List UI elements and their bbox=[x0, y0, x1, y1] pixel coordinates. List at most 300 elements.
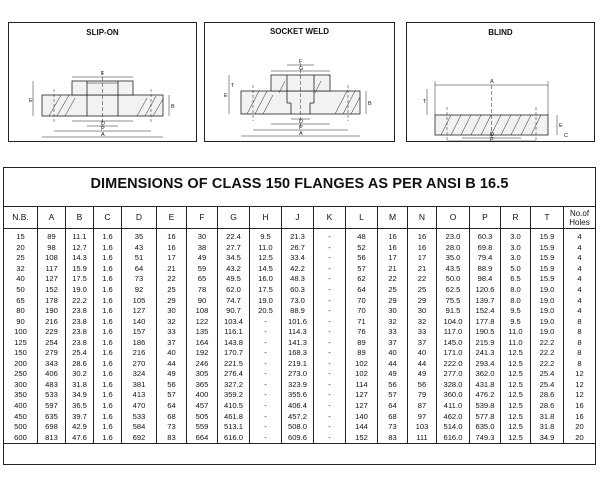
table-cell: 19.0 bbox=[531, 316, 564, 327]
table-cell: 4 bbox=[564, 229, 596, 243]
table-cell: 16 bbox=[378, 229, 408, 243]
table-cell: 16 bbox=[564, 401, 596, 412]
table-cell: 4 bbox=[564, 295, 596, 306]
table-cell: 12.5 bbox=[501, 348, 531, 359]
table-cell: - bbox=[314, 274, 346, 285]
table-cell: - bbox=[250, 390, 282, 401]
table-cell: 190.5 bbox=[470, 327, 501, 338]
table-cell: 19.0 bbox=[531, 295, 564, 306]
table-cell: 1.6 bbox=[94, 253, 122, 264]
table-cell: 1.6 bbox=[94, 380, 122, 391]
column-header: H bbox=[250, 207, 282, 229]
table-row bbox=[4, 390, 596, 401]
table-cell: 90 bbox=[187, 295, 218, 306]
column-header: D bbox=[122, 207, 157, 229]
table-cell: 8 bbox=[564, 359, 596, 370]
table-cell: 17 bbox=[157, 253, 187, 264]
blind-letter-e: E bbox=[559, 123, 563, 129]
table-cell: 8 bbox=[564, 327, 596, 338]
table-cell: 410.5 bbox=[218, 401, 250, 412]
table-cell: 22.2 bbox=[531, 359, 564, 370]
table-cell: 168.3 bbox=[282, 348, 314, 359]
table-cell: - bbox=[314, 411, 346, 422]
table-cell: 52 bbox=[346, 243, 378, 254]
table-cell: 15.9 bbox=[531, 229, 564, 243]
table-cell: 114 bbox=[346, 380, 378, 391]
table-cell: 17 bbox=[378, 253, 408, 264]
socket-weld-letter-d: D bbox=[299, 119, 303, 125]
table-cell: 33 bbox=[157, 327, 187, 338]
table-cell: 44 bbox=[378, 359, 408, 370]
table-cell: 32 bbox=[378, 316, 408, 327]
table-cell: 12.5 bbox=[250, 253, 282, 264]
table-cell: 91.5 bbox=[437, 306, 470, 317]
table-cell: - bbox=[314, 348, 346, 359]
table-cell: 39.7 bbox=[66, 411, 94, 422]
table-cell: 4 bbox=[564, 274, 596, 285]
table-cell: 25 bbox=[378, 285, 408, 296]
table-cell: 3.0 bbox=[501, 229, 531, 243]
table-cell: 20.5 bbox=[250, 306, 282, 317]
table-cell: 101.6 bbox=[282, 316, 314, 327]
table-cell: 1.6 bbox=[94, 274, 122, 285]
table-row bbox=[4, 285, 596, 296]
table-cell: 190 bbox=[38, 306, 66, 317]
table-cell: 15.9 bbox=[531, 264, 564, 275]
table-cell: 70 bbox=[346, 295, 378, 306]
table-cell: 30 bbox=[408, 306, 437, 317]
column-header: J bbox=[282, 207, 314, 229]
table-cell: 229 bbox=[38, 327, 66, 338]
table-cell: 19.0 bbox=[531, 285, 564, 296]
table-cell: 12.5 bbox=[501, 411, 531, 422]
table-row bbox=[4, 369, 596, 380]
table-cell: - bbox=[314, 369, 346, 380]
table-cell: 533 bbox=[38, 390, 66, 401]
table-cell: 12.5 bbox=[501, 422, 531, 433]
table-cell: 127 bbox=[346, 401, 378, 412]
table-cell: 16 bbox=[408, 229, 437, 243]
blind-letter-d: D bbox=[490, 132, 494, 138]
table-cell: 143.8 bbox=[218, 337, 250, 348]
table-cell: - bbox=[314, 243, 346, 254]
column-header: N.B. bbox=[4, 207, 38, 229]
table-cell: 365 bbox=[187, 380, 218, 391]
table-row bbox=[4, 264, 596, 275]
table-cell: 327.2 bbox=[218, 380, 250, 391]
table-cell: 246 bbox=[187, 359, 218, 370]
table-cell: 32 bbox=[157, 316, 187, 327]
table-cell: 34.5 bbox=[218, 253, 250, 264]
table-cell: 15 bbox=[4, 229, 38, 243]
table-cell: 1.6 bbox=[94, 401, 122, 412]
table-cell: 12.5 bbox=[501, 432, 531, 443]
table-cell: 4 bbox=[564, 285, 596, 296]
table-cell: 23.8 bbox=[66, 316, 94, 327]
blind-letter-a: A bbox=[490, 79, 494, 85]
table-cell: 1.6 bbox=[94, 359, 122, 370]
table-cell: - bbox=[250, 380, 282, 391]
table-cell: 11.0 bbox=[250, 243, 282, 254]
table-cell: 11.0 bbox=[501, 337, 531, 348]
table-cell: 20 bbox=[564, 432, 596, 443]
slip-on-letter-a: A bbox=[101, 132, 105, 138]
table-cell: 359.2 bbox=[218, 390, 250, 401]
blind-title: BLIND bbox=[488, 28, 513, 37]
slip-on-letter-b: B bbox=[171, 104, 175, 110]
table-cell: 1.6 bbox=[94, 316, 122, 327]
table-cell: 4 bbox=[564, 253, 596, 264]
column-header: F bbox=[187, 207, 218, 229]
socket-weld-drawing bbox=[205, 23, 396, 143]
slip-on-letter-p: P bbox=[101, 126, 105, 132]
table-cell: 139.7 bbox=[470, 295, 501, 306]
table-cell: - bbox=[314, 401, 346, 412]
table-row bbox=[4, 380, 596, 391]
table-cell: 300 bbox=[4, 380, 38, 391]
socket-weld-letter-b: B bbox=[368, 101, 372, 107]
table-cell: 144 bbox=[346, 422, 378, 433]
table-cell: 76 bbox=[346, 327, 378, 338]
table-cell: 88.9 bbox=[470, 264, 501, 275]
table-row bbox=[4, 316, 596, 327]
table-cell: 406.4 bbox=[282, 401, 314, 412]
table-cell: 102 bbox=[346, 369, 378, 380]
table-cell: 30 bbox=[378, 306, 408, 317]
table-cell: 12.5 bbox=[501, 390, 531, 401]
table-cell: 279 bbox=[38, 348, 66, 359]
table-cell: 62.0 bbox=[218, 285, 250, 296]
table-cell: - bbox=[314, 422, 346, 433]
table-cell: 514.0 bbox=[437, 422, 470, 433]
table-cell: 539.8 bbox=[470, 401, 501, 412]
table-cell: 16 bbox=[157, 243, 187, 254]
table-cell: 33.4 bbox=[282, 253, 314, 264]
blind-drawing bbox=[407, 23, 596, 143]
table-cell: 42.2 bbox=[282, 264, 314, 275]
table-cell: 20 bbox=[4, 243, 38, 254]
table-cell: 19.0 bbox=[531, 327, 564, 338]
table-row bbox=[4, 327, 596, 338]
table-cell: 450 bbox=[4, 411, 38, 422]
slip-on-title: SLIP-ON bbox=[86, 28, 119, 37]
table-cell: - bbox=[314, 253, 346, 264]
table-cell: 135 bbox=[187, 327, 218, 338]
table-cell: 1.6 bbox=[94, 264, 122, 275]
table-cell: 355.6 bbox=[282, 390, 314, 401]
table-cell: 51 bbox=[122, 253, 157, 264]
table-cell: 457.2 bbox=[282, 411, 314, 422]
table-cell: 152.4 bbox=[470, 306, 501, 317]
table-cell: 413 bbox=[122, 390, 157, 401]
table-cell: 49 bbox=[378, 369, 408, 380]
table-cell: 35 bbox=[122, 229, 157, 243]
table-cell: 116.1 bbox=[218, 327, 250, 338]
column-header: G bbox=[218, 207, 250, 229]
table-body bbox=[4, 229, 596, 444]
table-cell: 216 bbox=[122, 348, 157, 359]
table-cell: 68 bbox=[157, 411, 187, 422]
table-cell: 31.8 bbox=[531, 422, 564, 433]
table-cell: 42.9 bbox=[66, 422, 94, 433]
column-header: No.of Holes bbox=[564, 207, 596, 229]
table-cell: 461.8 bbox=[218, 411, 250, 422]
table-cell: 38 bbox=[187, 243, 218, 254]
table-cell: 222.0 bbox=[437, 359, 470, 370]
table-cell: 609.6 bbox=[282, 432, 314, 443]
table-cell: 8 bbox=[564, 337, 596, 348]
table-cell: 62 bbox=[346, 274, 378, 285]
table-cell: 22 bbox=[157, 274, 187, 285]
table-cell: 476.2 bbox=[470, 390, 501, 401]
table-cell: 83 bbox=[157, 432, 187, 443]
table-cell: 12.5 bbox=[501, 369, 531, 380]
table-cell: 164 bbox=[187, 337, 218, 348]
table-cell: 400 bbox=[4, 401, 38, 412]
table-cell: 73 bbox=[378, 422, 408, 433]
column-header: C bbox=[94, 207, 122, 229]
table-cell: 140 bbox=[346, 411, 378, 422]
table-cell: 698 bbox=[38, 422, 66, 433]
table-cell: 6.5 bbox=[501, 274, 531, 285]
table-cell: 305 bbox=[187, 369, 218, 380]
table-cell: 65 bbox=[4, 295, 38, 306]
table-cell: 500 bbox=[4, 422, 38, 433]
socket-weld-letter-a: A bbox=[299, 131, 303, 137]
table-cell: 92 bbox=[122, 285, 157, 296]
table-row bbox=[4, 229, 596, 243]
table-cell: 200 bbox=[4, 359, 38, 370]
table-cell: 104.0 bbox=[437, 316, 470, 327]
table-cell: 9.5 bbox=[501, 316, 531, 327]
column-header: M bbox=[378, 207, 408, 229]
table-cell: - bbox=[250, 411, 282, 422]
column-header: B bbox=[66, 207, 94, 229]
table-cell: - bbox=[250, 369, 282, 380]
table-cell: - bbox=[314, 229, 346, 243]
column-header: N bbox=[408, 207, 437, 229]
table-cell: 1.6 bbox=[94, 422, 122, 433]
table-cell: 47.6 bbox=[66, 432, 94, 443]
table-cell: 1.6 bbox=[94, 243, 122, 254]
table-cell: 57 bbox=[157, 390, 187, 401]
table-cell: 152 bbox=[346, 432, 378, 443]
table-cell: 1.6 bbox=[94, 295, 122, 306]
slip-on-letter-f: F bbox=[101, 71, 105, 77]
table-cell: 216 bbox=[38, 316, 66, 327]
table-cell: 108 bbox=[187, 306, 218, 317]
table-cell: 171.0 bbox=[437, 348, 470, 359]
column-header: P bbox=[470, 207, 501, 229]
table-cell: 120.6 bbox=[470, 285, 501, 296]
table-cell: 56 bbox=[408, 380, 437, 391]
table-cell: 343 bbox=[38, 359, 66, 370]
table-cell: 12 bbox=[564, 369, 596, 380]
table-cell: 34.9 bbox=[531, 432, 564, 443]
table-cell: 90.7 bbox=[218, 306, 250, 317]
table-cell: 69.8 bbox=[470, 243, 501, 254]
table-cell: 323.9 bbox=[282, 380, 314, 391]
table-cell: 273.0 bbox=[282, 369, 314, 380]
table-cell: 178 bbox=[38, 295, 66, 306]
table-cell: - bbox=[314, 390, 346, 401]
table-row bbox=[4, 432, 596, 443]
blind-letter-c: C bbox=[564, 133, 568, 139]
table-cell: 108 bbox=[38, 253, 66, 264]
table-cell: 1.6 bbox=[94, 369, 122, 380]
table-cell: 11.1 bbox=[66, 229, 94, 243]
table-cell: 20 bbox=[564, 422, 596, 433]
table-cell: 25 bbox=[408, 285, 437, 296]
table-cell: 64 bbox=[378, 401, 408, 412]
table-cell: 44 bbox=[157, 359, 187, 370]
table-cell: 125 bbox=[4, 337, 38, 348]
table-cell: 1.6 bbox=[94, 411, 122, 422]
table-cell: - bbox=[314, 380, 346, 391]
table-cell: 241.3 bbox=[470, 348, 501, 359]
blind-letter-p: P bbox=[490, 137, 494, 143]
table-cell: 114.3 bbox=[282, 327, 314, 338]
table-cell: 64 bbox=[346, 285, 378, 296]
table-cell: 23.8 bbox=[66, 306, 94, 317]
table-cell: 22.2 bbox=[531, 337, 564, 348]
table-cell: 43.2 bbox=[218, 264, 250, 275]
table-row bbox=[4, 274, 596, 285]
table-cell: 28.6 bbox=[531, 401, 564, 412]
table-cell: 616.0 bbox=[437, 432, 470, 443]
table-cell: 105 bbox=[122, 295, 157, 306]
table-cell: 28.6 bbox=[531, 390, 564, 401]
table-cell: 22.2 bbox=[531, 348, 564, 359]
table-cell: 221.5 bbox=[218, 359, 250, 370]
table-cell: 21.3 bbox=[282, 229, 314, 243]
table-cell: 140 bbox=[122, 316, 157, 327]
table-cell: 73 bbox=[157, 422, 187, 433]
table-cell: 73.0 bbox=[282, 295, 314, 306]
table-cell: 12 bbox=[564, 380, 596, 391]
table-cell: 1.6 bbox=[94, 229, 122, 243]
socket-weld-letter-p: P bbox=[299, 125, 303, 131]
table-cell: 170.7 bbox=[218, 348, 250, 359]
table-cell: 87 bbox=[408, 401, 437, 412]
table-cell: 62.5 bbox=[437, 285, 470, 296]
table-cell: 15.9 bbox=[66, 264, 94, 275]
table-cell: - bbox=[314, 295, 346, 306]
table-cell: 40 bbox=[4, 274, 38, 285]
table-cell: 15.9 bbox=[531, 243, 564, 254]
table-cell: 25.4 bbox=[66, 348, 94, 359]
table-cell: 3.0 bbox=[501, 243, 531, 254]
table-cell: 749.3 bbox=[470, 432, 501, 443]
table-cell: 12.5 bbox=[501, 359, 531, 370]
slip-on-letter-d: D bbox=[101, 121, 105, 127]
table-cell: 16 bbox=[408, 243, 437, 254]
table-cell: 97 bbox=[408, 411, 437, 422]
table-cell: 150 bbox=[4, 348, 38, 359]
table-cell: 1.6 bbox=[94, 327, 122, 338]
table-cell: 145.0 bbox=[437, 337, 470, 348]
table-cell: 90 bbox=[4, 316, 38, 327]
table-row bbox=[4, 359, 596, 370]
table-cell: 40 bbox=[408, 348, 437, 359]
table-cell: 328.0 bbox=[437, 380, 470, 391]
table-cell: 89 bbox=[346, 348, 378, 359]
table-cell: 40 bbox=[157, 348, 187, 359]
table-cell: 1.6 bbox=[94, 390, 122, 401]
table-cell: 362.0 bbox=[470, 369, 501, 380]
table-cell: 1.6 bbox=[94, 337, 122, 348]
table-cell: 533 bbox=[122, 411, 157, 422]
table-cell: 813 bbox=[38, 432, 66, 443]
table-cell: 270 bbox=[122, 359, 157, 370]
table-cell: 600 bbox=[4, 432, 38, 443]
table-cell: 60.3 bbox=[470, 229, 501, 243]
table-cell: 78 bbox=[187, 285, 218, 296]
column-header: E bbox=[157, 207, 187, 229]
table-cell: 219.1 bbox=[282, 359, 314, 370]
table-cell: 16 bbox=[157, 229, 187, 243]
table-cell: 98.4 bbox=[470, 274, 501, 285]
table-cell: 411.0 bbox=[437, 401, 470, 412]
table-cell: 30.2 bbox=[66, 369, 94, 380]
table-cell: 17 bbox=[408, 253, 437, 264]
table-cell: 215.9 bbox=[470, 337, 501, 348]
table-cell: 8 bbox=[564, 348, 596, 359]
table-cell: 37 bbox=[408, 337, 437, 348]
table-cell: 17.5 bbox=[250, 285, 282, 296]
slip-on-letter-e: E bbox=[29, 98, 33, 104]
table-cell: 75.5 bbox=[437, 295, 470, 306]
table-row bbox=[4, 295, 596, 306]
table-cell: 50 bbox=[4, 285, 38, 296]
table-cell: 141.3 bbox=[282, 337, 314, 348]
table-cell: 80 bbox=[4, 306, 38, 317]
table-cell: 28.6 bbox=[66, 359, 94, 370]
table-cell: 470 bbox=[122, 401, 157, 412]
table-cell: 117 bbox=[38, 264, 66, 275]
table-cell: 16 bbox=[564, 411, 596, 422]
table-cell: 30 bbox=[187, 229, 218, 243]
table-cell: 83 bbox=[378, 432, 408, 443]
table-cell: 11.0 bbox=[501, 327, 531, 338]
table-cell: 3.0 bbox=[501, 253, 531, 264]
table-cell: 23.8 bbox=[66, 327, 94, 338]
table-cell: 635.0 bbox=[470, 422, 501, 433]
table-cell: 59 bbox=[187, 264, 218, 275]
table-cell: 37 bbox=[157, 337, 187, 348]
column-header: K bbox=[314, 207, 346, 229]
table-cell: 406 bbox=[38, 369, 66, 380]
table-cell: 19.0 bbox=[66, 285, 94, 296]
table-cell: - bbox=[250, 348, 282, 359]
socket-weld-title: SOCKET WELD bbox=[269, 27, 330, 36]
table-cell: 22 bbox=[378, 274, 408, 285]
table-row bbox=[4, 243, 596, 254]
blind-letter-t: T bbox=[423, 99, 427, 105]
table-cell: 14.3 bbox=[66, 253, 94, 264]
table-cell: - bbox=[250, 432, 282, 443]
table-row bbox=[4, 306, 596, 317]
table-cell: 64 bbox=[157, 401, 187, 412]
table-cell: - bbox=[314, 327, 346, 338]
table-row bbox=[4, 401, 596, 412]
table-cell: 49 bbox=[408, 369, 437, 380]
table-cell: 177.8 bbox=[470, 316, 501, 327]
table-row bbox=[4, 422, 596, 433]
table-cell: 117.0 bbox=[437, 327, 470, 338]
table-cell: 127 bbox=[122, 306, 157, 317]
table-cell: 584 bbox=[122, 422, 157, 433]
